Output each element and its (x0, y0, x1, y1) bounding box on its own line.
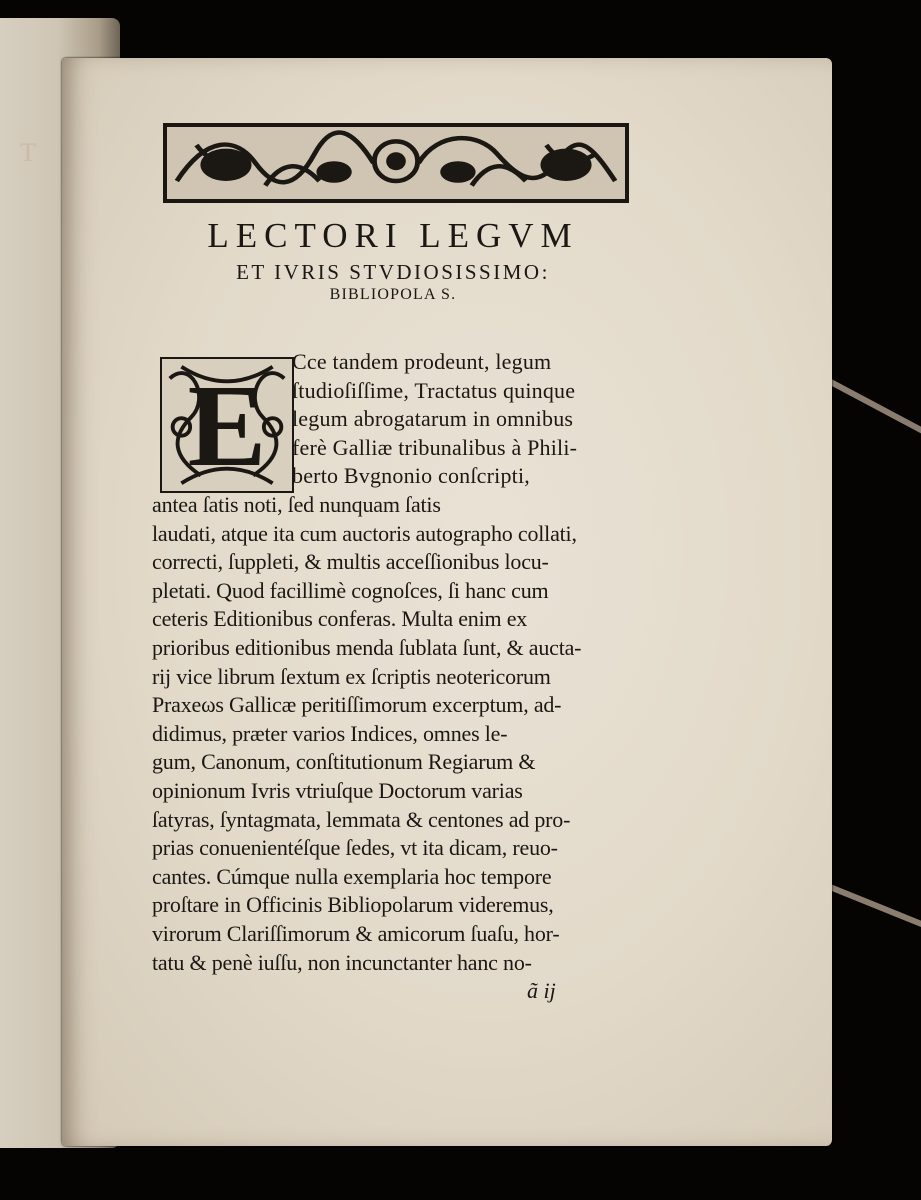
text-line: ſtudioſiſſime, Tractatus quinque (292, 377, 576, 403)
text-line: cantes. Cúmque nulla exemplaria hoc tempore (152, 863, 552, 889)
text-line: ferè Galliæ tribunalibus à Phili- (292, 434, 578, 460)
text-line: virorum Clariſſimorum & amicorum ſuaſu, hor- (152, 921, 560, 946)
text-line: didimus, præter varios Indices, omnes le- (152, 720, 508, 746)
text-line: gum, Canonum, conſtitutionum Regiarum & (152, 749, 536, 775)
text-line: tatu & penè iuſſu, non incunctanter hanc no- (152, 949, 532, 975)
text-line: opinionum Ivris vtriuſque Doctorum varias (152, 778, 523, 803)
floral-headpiece-icon (163, 123, 629, 203)
text-line: berto Bvgnonio conſcripti, (292, 463, 530, 489)
text-line: correcti, ſuppleti, & multis acceſſionibus locu- (152, 549, 549, 575)
text-line: legum abrogatarum in omnibus (292, 406, 574, 432)
page-title: LECTORI LEGVM (207, 216, 579, 255)
page-attribution: BIBLIOPOLA S. (329, 286, 457, 303)
text-line: prioribus editionibus menda ſublata ſunt, & aucta- (152, 635, 582, 660)
text-line: prias conuenientéſque ſedes, vt ita dicam, reuo- (152, 835, 558, 861)
text-line: pletati. Quod facillimè cognoſces, ſi hanc cum (152, 577, 549, 603)
text-line: ſatyras, ſyntagmata, lemmata & centones ad pro- (152, 806, 571, 832)
ornate-initial-icon (160, 357, 294, 493)
text-line: Cce tandem prodeunt, legum (292, 349, 552, 374)
book-tie-lower (819, 880, 921, 934)
text-line: laudati, atque ita cum auctoris autographo collati, (152, 520, 577, 546)
initial-letter: E (187, 360, 267, 491)
text-line: ceteris Editionibus conferas. Multa enim ex (152, 606, 528, 632)
text-line: rij vice librum ſextum ex ſcriptis neotericorum (152, 663, 551, 689)
signature-mark: ã ij (527, 978, 556, 1003)
text-line: proſtare in Officinis Bibliopolarum videremus, (152, 892, 554, 918)
text-line: Praxeωs Gallicæ peritiſſimorum excerptum, ad- (152, 692, 562, 718)
faded-ink-mark: T (20, 138, 36, 167)
text-line: antea ſatis noti, ſed nunquam ſatis (152, 492, 441, 517)
page-subtitle: ET IVRIS STVDIOSISSIMO: (236, 260, 550, 284)
